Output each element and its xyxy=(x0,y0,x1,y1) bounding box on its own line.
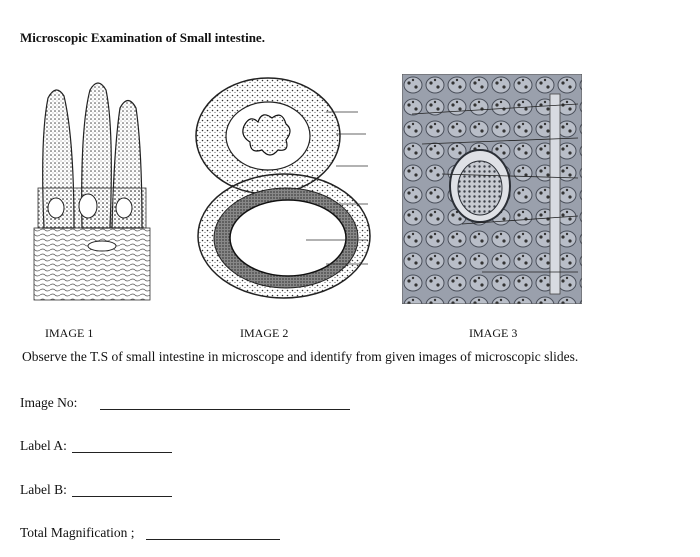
tissue-micrograph-illustration xyxy=(402,74,582,304)
image-2-caption: IMAGE 2 xyxy=(240,326,289,340)
total-magnification-answer-line[interactable] xyxy=(146,539,280,540)
label-b-answer-line[interactable] xyxy=(72,496,172,497)
image-no-answer-line[interactable] xyxy=(100,409,350,410)
page-title: Microscopic Examination of Small intestine. xyxy=(20,30,265,45)
image-no-label: Image No: xyxy=(20,395,78,410)
label-a-answer-line[interactable] xyxy=(72,452,172,453)
image-3-caption: IMAGE 3 xyxy=(469,326,518,340)
villi-histology-illustration xyxy=(30,78,155,303)
total-magnification-label: Total Magnification ; xyxy=(20,525,135,540)
intestine-cross-section-illustration xyxy=(186,74,376,306)
instruction-text: Observe the T.S of small intestine in microscope and identify from given images of microscopic slides. xyxy=(22,349,579,364)
label-a-label: Label A: xyxy=(20,438,67,453)
label-b-label: Label B: xyxy=(20,482,67,497)
image-1-caption: IMAGE 1 xyxy=(45,326,94,340)
